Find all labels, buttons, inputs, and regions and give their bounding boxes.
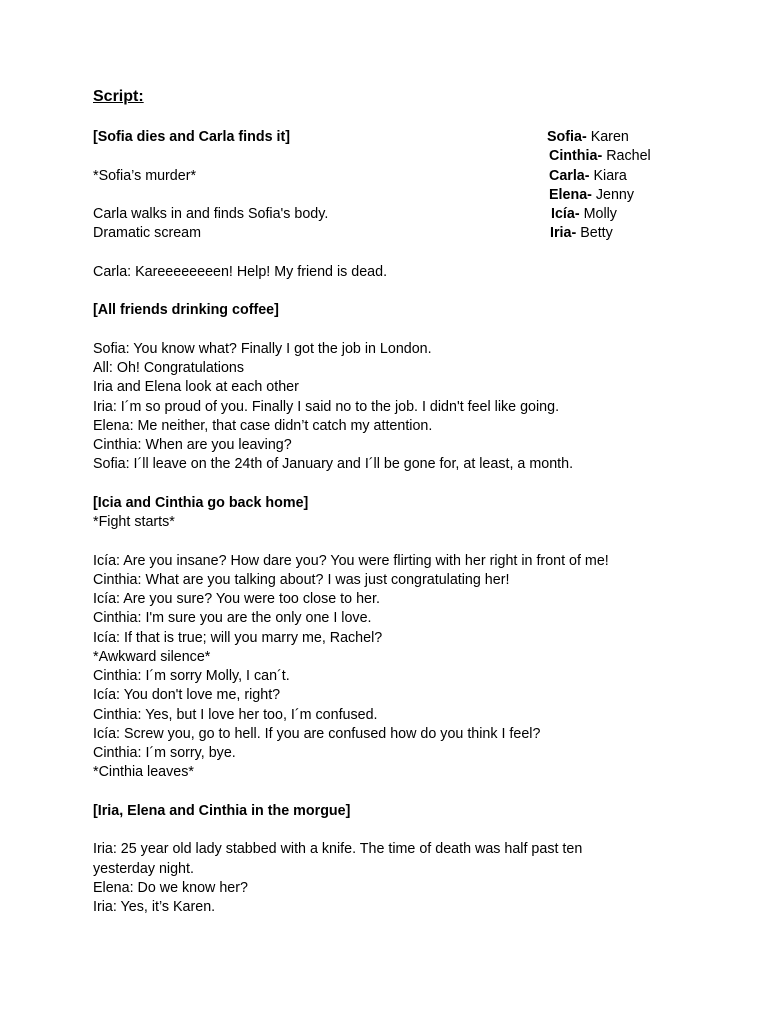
cast-entry <box>540 186 651 205</box>
scene-heading: [All friends drinking coffee] <box>93 302 279 319</box>
script-line: Cinthia: I´m sorry Molly, I can´t. <box>93 668 290 684</box>
script-line: Sofia: I´ll leave on the 24th of January and I´ll be gone for, at least, a month. <box>93 456 574 473</box>
scene-heading: [Iria, Elena and Cinthia in the morgue] <box>93 802 351 819</box>
script-line: Icía: You don't love me, right? <box>93 687 281 704</box>
character-name: Sofia- <box>547 129 587 145</box>
cast-entry <box>540 167 651 186</box>
scene-heading: [Icia and Cinthia go back home] <box>93 494 309 511</box>
blank-line <box>93 821 693 840</box>
script-line: Cinthia: I'm sure you are the only one I love. <box>93 610 372 627</box>
script-line: Icía: Are you sure? You were too close to her. <box>93 591 380 607</box>
blank-line <box>93 244 693 263</box>
actor-name: Jenny <box>591 186 635 203</box>
cast-list <box>540 128 651 244</box>
script-line: Iria and Elena look at each other <box>93 379 299 396</box>
script-line: *Awkward silence* <box>93 648 211 665</box>
script-line: Cinthia: When are you leaving? <box>93 437 292 453</box>
script-line: Icía: If that is true; will you marry me, Rachel? <box>93 629 383 646</box>
script-line: Elena: Do we know her? <box>93 879 248 896</box>
script-line: Icía: Screw you, go to hell. If you are confused how do you think I feel? <box>93 725 541 742</box>
script-line: *Fight starts* <box>93 514 175 530</box>
actor-name: Kiara <box>589 167 627 184</box>
blank-line <box>93 282 693 301</box>
script-line: Icía: Are you insane? How dare you? You were flirting with her right in front of me! <box>93 552 609 569</box>
script-line: Cinthia: What are you talking about? I was just congratulating her! <box>93 571 510 588</box>
character-name: Cinthia- <box>549 148 603 165</box>
blank-line <box>93 532 693 551</box>
script-line: Iria: Yes, it’s Karen. <box>93 899 216 915</box>
script-line: Elena: Me neither, that case didn’t catch my attention. <box>93 417 433 434</box>
script-line: Carla walks in and finds Sofia's body. <box>93 206 329 222</box>
blank-line <box>93 475 693 494</box>
character-name: Icía- <box>551 206 580 222</box>
cast-entry <box>540 205 651 224</box>
blank-line <box>93 321 693 340</box>
actor-name: Karen <box>586 129 629 145</box>
script-line: Sofia: You know what? Finally I got the job in London. <box>93 340 432 357</box>
script-line: yesterday night. <box>93 860 194 877</box>
character-name: Carla- <box>549 167 590 184</box>
cast-entry <box>540 224 651 243</box>
script-line: Carla: Kareeeeeeeen! Help! My friend is dead. <box>93 263 388 280</box>
page-title: Script: <box>93 88 144 105</box>
script-line: Iria: I´m so proud of you. Finally I said no to the job. I didn't feel like going. <box>93 398 560 415</box>
scene-heading: [Sofia dies and Carla finds it] <box>93 129 291 145</box>
cast-entry <box>540 147 651 166</box>
cast-entry <box>540 128 651 147</box>
script-body <box>93 128 693 917</box>
character-name: Elena- <box>549 186 592 203</box>
script-line: All: Oh! Congratulations <box>93 360 244 376</box>
actor-name: Molly <box>579 206 617 222</box>
script-line: Iria: 25 year old lady stabbed with a knife. The time of death was half past ten <box>93 841 583 858</box>
character-name: Iria- <box>550 225 577 242</box>
script-line: Dramatic scream <box>93 225 202 242</box>
script-line: Cinthia: Yes, but I love her too, I´m confused. <box>93 706 378 723</box>
actor-name: Betty <box>576 225 613 242</box>
script-line: *Sofia’s murder* <box>93 167 197 184</box>
script-line: Cinthia: I´m sorry, bye. <box>93 745 236 761</box>
script-line: *Cinthia leaves* <box>93 764 194 781</box>
actor-name: Rachel <box>602 148 651 165</box>
blank-line <box>93 783 693 802</box>
